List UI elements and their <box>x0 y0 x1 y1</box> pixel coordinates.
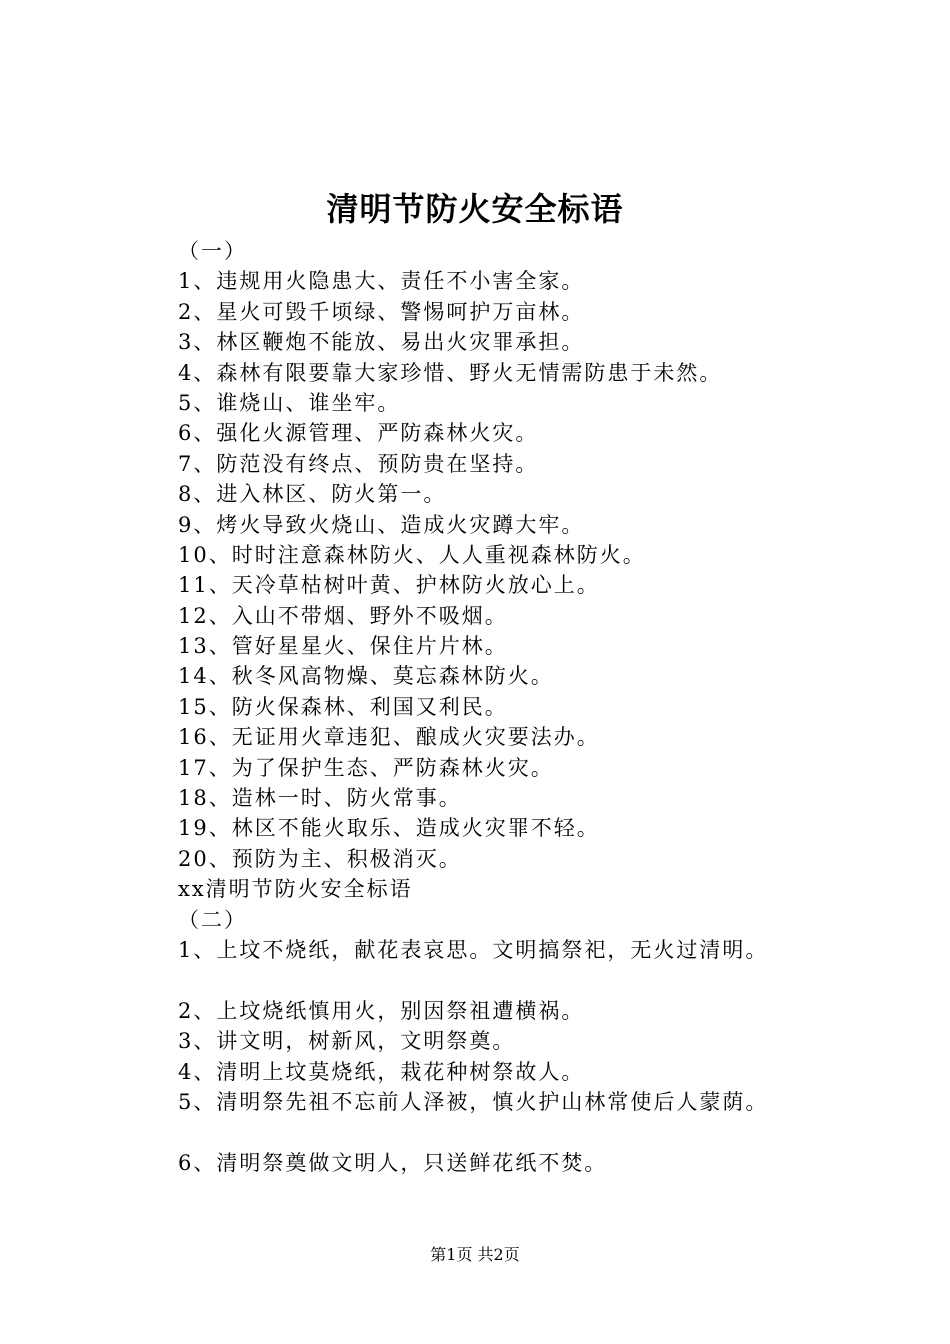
slogan-line: 19、林区不能火取乐、造成火灾罪不轻。 <box>178 816 600 841</box>
slogan-line: 11、天冷草枯树叶黄、护林防火放心上。 <box>178 573 600 598</box>
blank-line <box>178 1117 858 1147</box>
slogan-line: 3、林区鞭炮不能放、易出火灾罪承担。 <box>178 330 585 355</box>
section-heading-2: （二） <box>178 907 247 932</box>
page-footer: 第1页 共2页 <box>430 1245 520 1264</box>
slogan-line: 1、违规用火隐患大、责任不小害全家。 <box>178 269 585 294</box>
slogan-line: 3、讲文明，树新风，文明祭奠。 <box>178 1029 516 1054</box>
document-title: 清明节防火安全标语 <box>326 190 624 228</box>
slogan-line: 10、时时注意森林防火、人人重视森林防火。 <box>178 542 646 567</box>
subheading: xx清明节防火安全标语 <box>178 877 413 902</box>
document-body <box>178 236 858 1178</box>
slogan-line: 6、清明祭奠做文明人，只送鲜花纸不焚。 <box>178 1150 608 1175</box>
slogan-line: 9、烤火导致火烧山、造成火灾蹲大牢。 <box>178 512 585 537</box>
section-heading-1: （一） <box>178 239 247 263</box>
slogan-line: 12、入山不带烟、野外不吸烟。 <box>178 603 508 628</box>
slogan-line: 2、上坟烧纸慎用火，别因祭祖遭横祸。 <box>178 998 585 1023</box>
slogan-line: 13、管好星星火、保住片片林。 <box>178 634 508 659</box>
slogan-line: 1、上坟不烧纸，献花表哀思。文明搞祭祀，无火过清明。 <box>178 937 769 962</box>
slogan-line: 20、预防为主、积极消灭。 <box>178 846 462 871</box>
slogan-line: 4、清明上坟莫烧纸，栽花种树祭故人。 <box>178 1059 585 1084</box>
slogan-line: 8、进入林区、防火第一。 <box>178 482 447 507</box>
slogan-line: 15、防火保森林、利国又利民。 <box>178 694 508 719</box>
slogan-line: 4、森林有限要靠大家珍惜、野火无情需防患于未然。 <box>178 360 723 385</box>
slogan-line: 16、无证用火章违犯、酿成火灾要法办。 <box>178 725 600 750</box>
slogan-line: 5、清明祭先祖不忘前人泽被，慎火护山林常使后人蒙荫。 <box>178 1089 769 1114</box>
blank-line <box>178 965 858 995</box>
slogan-line: 2、星火可毁千顷绿、警惕呵护万亩林。 <box>178 299 585 324</box>
slogan-line: 14、秋冬风高物燥、莫忘森林防火。 <box>178 664 554 689</box>
slogan-line: 5、谁烧山、谁坐牢。 <box>178 390 401 415</box>
slogan-line: 7、防范没有终点、预防贵在坚持。 <box>178 451 539 476</box>
slogan-line: 6、强化火源管理、严防森林火灾。 <box>178 421 539 446</box>
slogan-line: 17、为了保护生态、严防森林火灾。 <box>178 755 554 780</box>
slogan-line: 18、造林一时、防火常事。 <box>178 786 462 811</box>
